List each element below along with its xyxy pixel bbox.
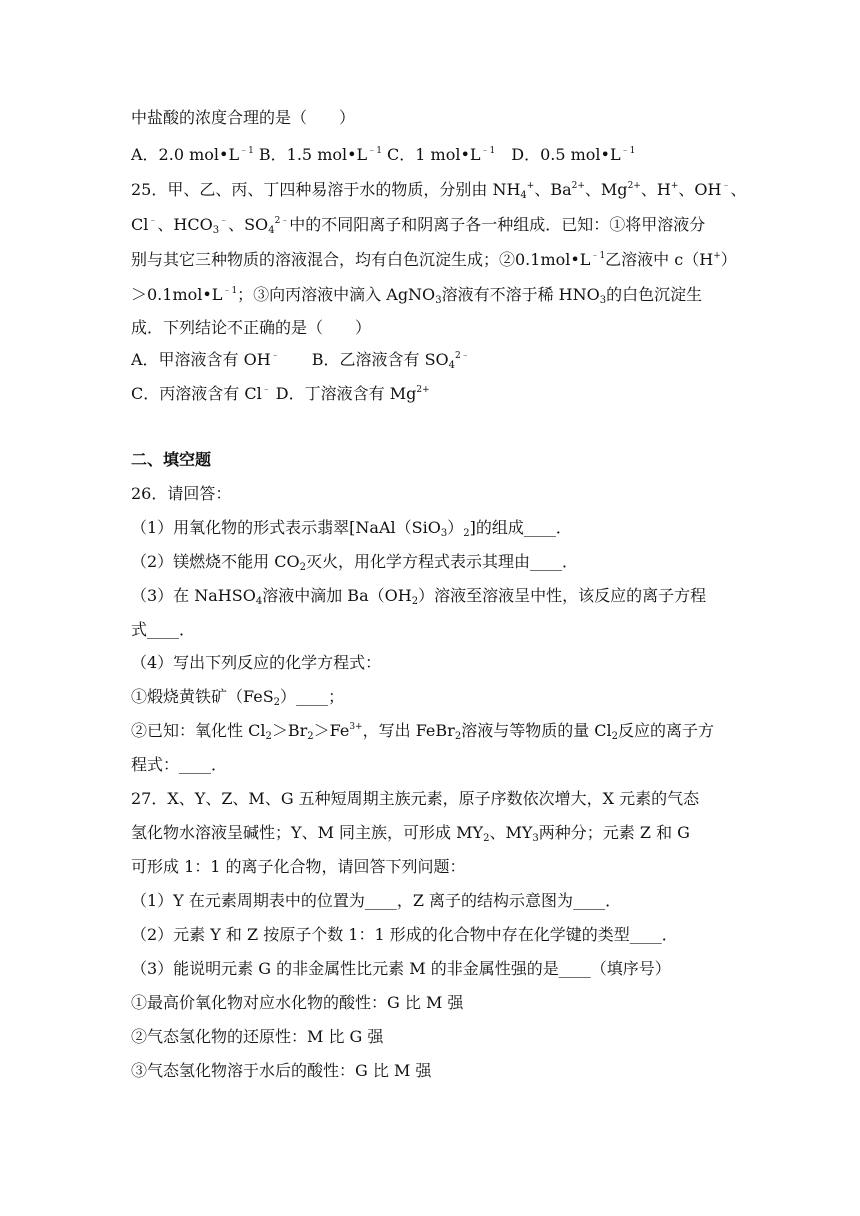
text-line (131, 586, 731, 606)
text-run: ． (179, 620, 196, 639)
text-line (131, 108, 731, 128)
text-line (131, 857, 731, 877)
text-line (131, 789, 731, 809)
superscript: + (526, 181, 535, 191)
text-run: ） (447, 518, 464, 537)
text-run: 反应的离子方 (618, 721, 715, 740)
text-run: ＞Br (271, 721, 308, 740)
subscript: 4 (268, 225, 275, 236)
subscript: 4 (255, 596, 263, 607)
superscript: + (670, 181, 679, 191)
superscript: ﹣1 (222, 286, 238, 296)
text-line (131, 823, 731, 843)
text-run: ） (280, 687, 297, 706)
text-run: ②气态氢化物的还原性：M 比 G 强 (131, 1027, 384, 1046)
superscript: ﹣1 (367, 146, 382, 156)
answer-blank: ____ (629, 925, 662, 944)
text-run: （1）用氧化物的形式表示翡翠[NaAl（SiO (131, 518, 441, 537)
text-run: 、 (730, 180, 747, 199)
superscript: 2+ (571, 181, 585, 191)
answer-blank: ____ (179, 755, 212, 774)
superscript: ﹣1 (590, 251, 606, 261)
text-line (131, 350, 731, 370)
subscript: 2 (411, 596, 419, 607)
text-run: 、MY (489, 823, 533, 842)
text-run: ①煅烧黄铁矿（FeS (131, 687, 274, 706)
subscript: 2 (483, 833, 490, 844)
subscript: 2 (307, 731, 314, 742)
text-run: C．丙溶液含有 Cl (131, 384, 262, 403)
text-line (131, 620, 731, 640)
superscript: ﹣ (721, 181, 731, 191)
text-line (131, 891, 731, 911)
answer-blank: ____ (147, 620, 180, 639)
text-run: （3）在 NaHSO (131, 586, 256, 605)
superscript: 2+ (416, 385, 430, 395)
text-line (131, 959, 731, 979)
subscript: 2 (273, 697, 281, 708)
text-line (131, 653, 731, 673)
superscript: ﹣ (148, 216, 158, 226)
text-run: 两种分；元素 Z 和 G (538, 823, 690, 842)
subscript: 2 (454, 731, 462, 742)
text-run: ②已知：氧化性 Cl (131, 721, 266, 740)
text-run: C．1 mol•L (381, 145, 481, 164)
text-run: 氢化物水溶液呈碱性；Y、M 同主族，可形成 MY (131, 823, 484, 842)
text-run: （1）Y 在元素周期表中的位置为 (131, 891, 365, 910)
superscript: ﹣ (261, 385, 271, 395)
text-run: B．乙溶液含有 SO (279, 350, 449, 369)
text-run: ＞0.1mol•L (131, 285, 223, 304)
answer-blank: ____ (523, 518, 556, 537)
text-line (131, 250, 737, 270)
subscript: 3 (440, 528, 448, 539)
text-run: 灭火，用化学方程式表示其理由 (306, 552, 531, 571)
text-run: 乙溶液中 c（H (605, 250, 714, 269)
subscript: 2 (265, 731, 272, 742)
text-run: ． (605, 891, 622, 910)
subscript: 3 (532, 833, 539, 844)
subscript: 4 (520, 190, 527, 201)
text-run: （填序号） (590, 959, 671, 978)
text-run: 、H (640, 180, 671, 199)
superscript: 2+ (627, 181, 641, 191)
text-run: ＞Fe (313, 721, 350, 740)
text-line (131, 993, 731, 1013)
text-run: 的白色沉淀生 (606, 285, 703, 304)
text-run: ，写出 FeBr (362, 721, 455, 740)
subscript: 3 (435, 295, 442, 306)
text-run: 式 (131, 620, 148, 639)
text-line (131, 1027, 731, 1047)
text-run: 、SO (228, 215, 269, 234)
text-run: Cl (131, 215, 149, 234)
superscript: 2﹣ (274, 216, 290, 226)
text-run: ） (720, 250, 737, 269)
text-run: 、OH (678, 180, 722, 199)
text-run: ）溶液至溶液呈中性，该反应的离子方程 (418, 586, 707, 605)
text-run: 26．请回答： (131, 484, 232, 503)
text-run: 、Ba (534, 180, 572, 199)
text-run: ，Z 离子的结构示意图为 (396, 891, 574, 910)
subscript: 3 (212, 225, 220, 236)
text-run: 27．X、Y、Z、M、G 五种短周期主族元素，原子序数依次增大，X 元素的气态 (131, 789, 700, 808)
text-run: D．丁溶液含有 Mg (270, 384, 417, 403)
answer-blank: ____ (573, 891, 606, 910)
text-run: 溶液与等物质的量 Cl (461, 721, 612, 740)
text-run: ①最高价氧化物对应水化物的酸性：G 比 M 强 (131, 993, 464, 1012)
superscript: ﹣ (219, 216, 229, 226)
superscript: ﹣1 (239, 146, 254, 156)
text-line (131, 384, 731, 404)
superscript: ﹣1 (620, 146, 636, 156)
text-line (131, 215, 731, 235)
text-run: 别与其它三种物质的溶液混合，均有白色沉淀生成；②0.1mol•L (131, 250, 591, 269)
text-line (131, 285, 731, 305)
text-line (131, 518, 731, 538)
subscript: 2 (463, 528, 470, 539)
text-line (131, 180, 747, 201)
superscript: 3+ (349, 722, 363, 732)
superscript: ﹣ (270, 351, 280, 361)
text-line (131, 145, 731, 165)
text-run: 、Mg (584, 180, 628, 199)
text-line (131, 1061, 731, 1081)
text-run: （2）镁燃烧不能用 CO (131, 552, 300, 571)
answer-blank: ____ (558, 959, 591, 978)
text-line (131, 484, 731, 504)
text-run: D．0.5 mol•L (495, 145, 621, 164)
text-run: 可形成 1：1 的离子化合物，请回答下列问题： (131, 857, 466, 876)
subscript: 2 (611, 731, 619, 742)
text-line (131, 687, 731, 707)
text-line (131, 755, 731, 775)
text-run: ；③向丙溶液中滴入 AgNO (237, 285, 436, 304)
text-line (131, 721, 731, 741)
text-run: ． (211, 755, 228, 774)
text-run: A．甲溶液含有 OH (131, 350, 271, 369)
answer-blank: ____ (296, 687, 329, 706)
subscript: 2 (299, 562, 307, 573)
text-run: 、HCO (157, 215, 213, 234)
subscript: 3 (599, 295, 607, 306)
text-run: 程式： (131, 755, 180, 774)
text-run: 二、填空题 (131, 450, 212, 469)
text-run: B．1.5 mol•L (253, 145, 368, 164)
text-line (131, 925, 731, 945)
answer-blank: ____ (530, 552, 563, 571)
text-run: ； (328, 687, 345, 706)
text-run: 溶液有不溶于稀 HNO (441, 285, 600, 304)
text-line (131, 552, 731, 572)
text-run: ． (555, 518, 572, 537)
text-run: （3）能说明元素 G 的非金属性比元素 M 的非金属性强的是 (131, 959, 559, 978)
text-run: ． (661, 925, 678, 944)
text-run: 中盐酸的浓度合理的是（ ） (131, 108, 356, 127)
text-run: 成．下列结论不正确的是（ ） (131, 318, 372, 337)
text-run: ③气态氢化物溶于水后的酸性：G 比 M 强 (131, 1061, 432, 1080)
superscript: ﹣1 (480, 146, 496, 156)
text-run: （4）写出下列反应的化学方程式： (131, 653, 382, 672)
answer-blank: ____ (364, 891, 397, 910)
subscript: 4 (448, 360, 456, 371)
text-run: 中的不同阳离子和阴离子各一种组成．已知：①将甲溶液分 (289, 215, 706, 234)
text-run: ． (562, 552, 579, 571)
text-run: 溶液中滴加 Ba（OH (262, 586, 412, 605)
text-run: 25．甲、乙、丙、丁四种易溶于水的物质，分别由 NH (131, 180, 521, 199)
text-line (131, 318, 731, 338)
section-heading (131, 450, 731, 470)
superscript: + (713, 251, 721, 261)
text-run: A．2.0 mol•L (131, 145, 240, 164)
text-run: ]的组成 (469, 518, 524, 537)
superscript: 2﹣ (455, 351, 470, 361)
text-run: （2）元素 Y 和 Z 按原子个数 1：1 形成的化合物中存在化学键的类型 (131, 925, 630, 944)
